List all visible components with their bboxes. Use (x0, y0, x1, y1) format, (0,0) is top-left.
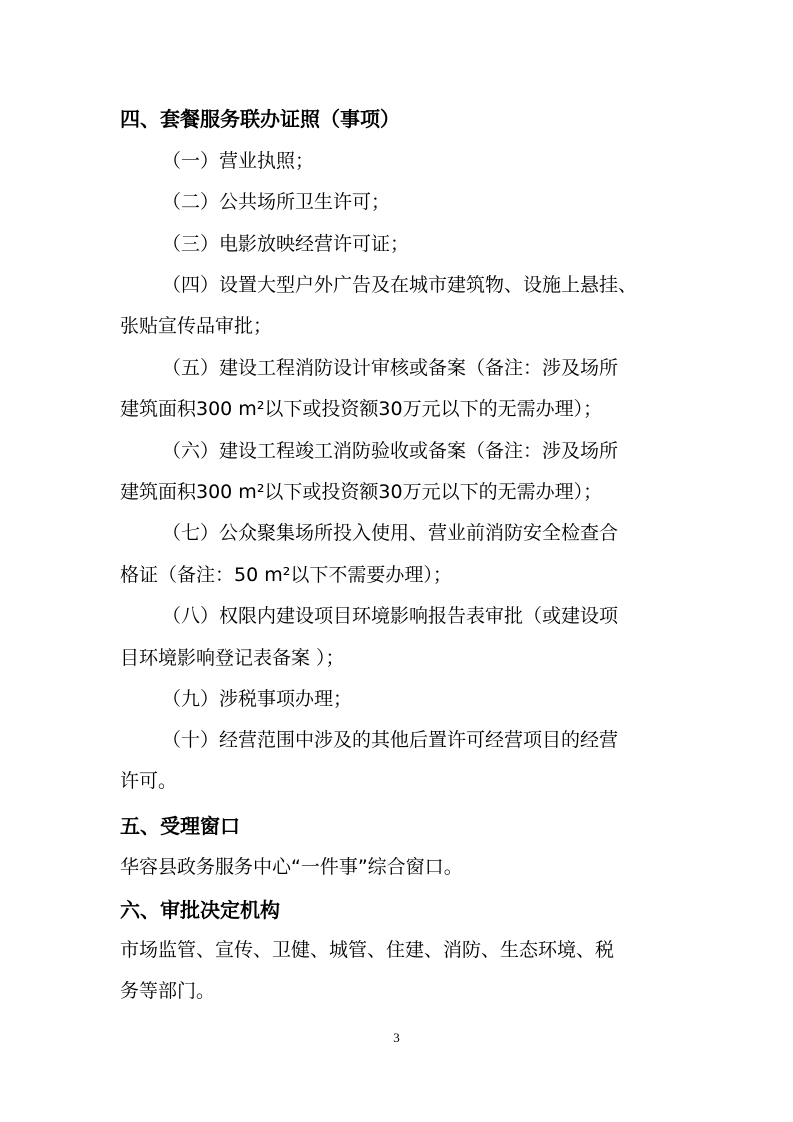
item-3-line-1: （三）电影放映经营许可证； (162, 233, 410, 255)
item-9-line-1: （九）涉税事项办理； (162, 688, 353, 710)
item-6-line-1: （六）建设工程竣工消防验收或备案（备注：涉及场所 (162, 440, 619, 462)
item-7-line-1: （七）公众聚集场所投入使用、营业前消防安全检查合 (162, 522, 619, 544)
item-1-line-1: （一）营业执照； (162, 150, 315, 172)
section-6-line-2: 务等部门。 (120, 980, 216, 1002)
item-4-line-1: （四）设置大型户外广告及在城市建筑物、设施上悬挂、 (162, 274, 638, 296)
item-8-line-1: （八）权限内建设项目环境影响报告表审批（或建设项 (162, 605, 619, 627)
item-10-line-2: 许可。 (120, 770, 178, 792)
item-4-line-2: 张贴宣传品审批； (120, 315, 273, 337)
section-6-heading: 六、审批决定机构 (120, 898, 280, 922)
section-5-line-1: 华容县政务服务中心“一件事”综合窗口。 (120, 856, 463, 878)
item-8-line-2: 目环境影响登记表备案 ）； (120, 647, 345, 669)
item-10-line-1: （十）经营范围中涉及的其他后置许可经营项目的经营 (162, 729, 619, 751)
item-5-line-1: （五）建设工程消防设计审核或备案（备注：涉及场所 (162, 357, 619, 379)
item-5-line-2: 建筑面积300 m²以下或投资额30万元以下的无需办理）； (120, 398, 603, 420)
section-4-heading: 四、套餐服务联办证照（事项） (120, 107, 400, 131)
item-7-line-2: 格证（备注：50 m²以下不需要办理）； (120, 564, 452, 586)
section-6-line-1: 市场监管、宣传、卫健、城管、住建、消防、生态环境、税 (120, 939, 615, 961)
item-2-line-1: （二）公共场所卫生许可； (162, 191, 391, 213)
item-6-line-2: 建筑面积300 m²以下或投资额30万元以下的无需办理）； (120, 481, 603, 503)
page-number: 3 (393, 1030, 400, 1045)
section-5-heading: 五、受理窗口 (120, 814, 240, 838)
